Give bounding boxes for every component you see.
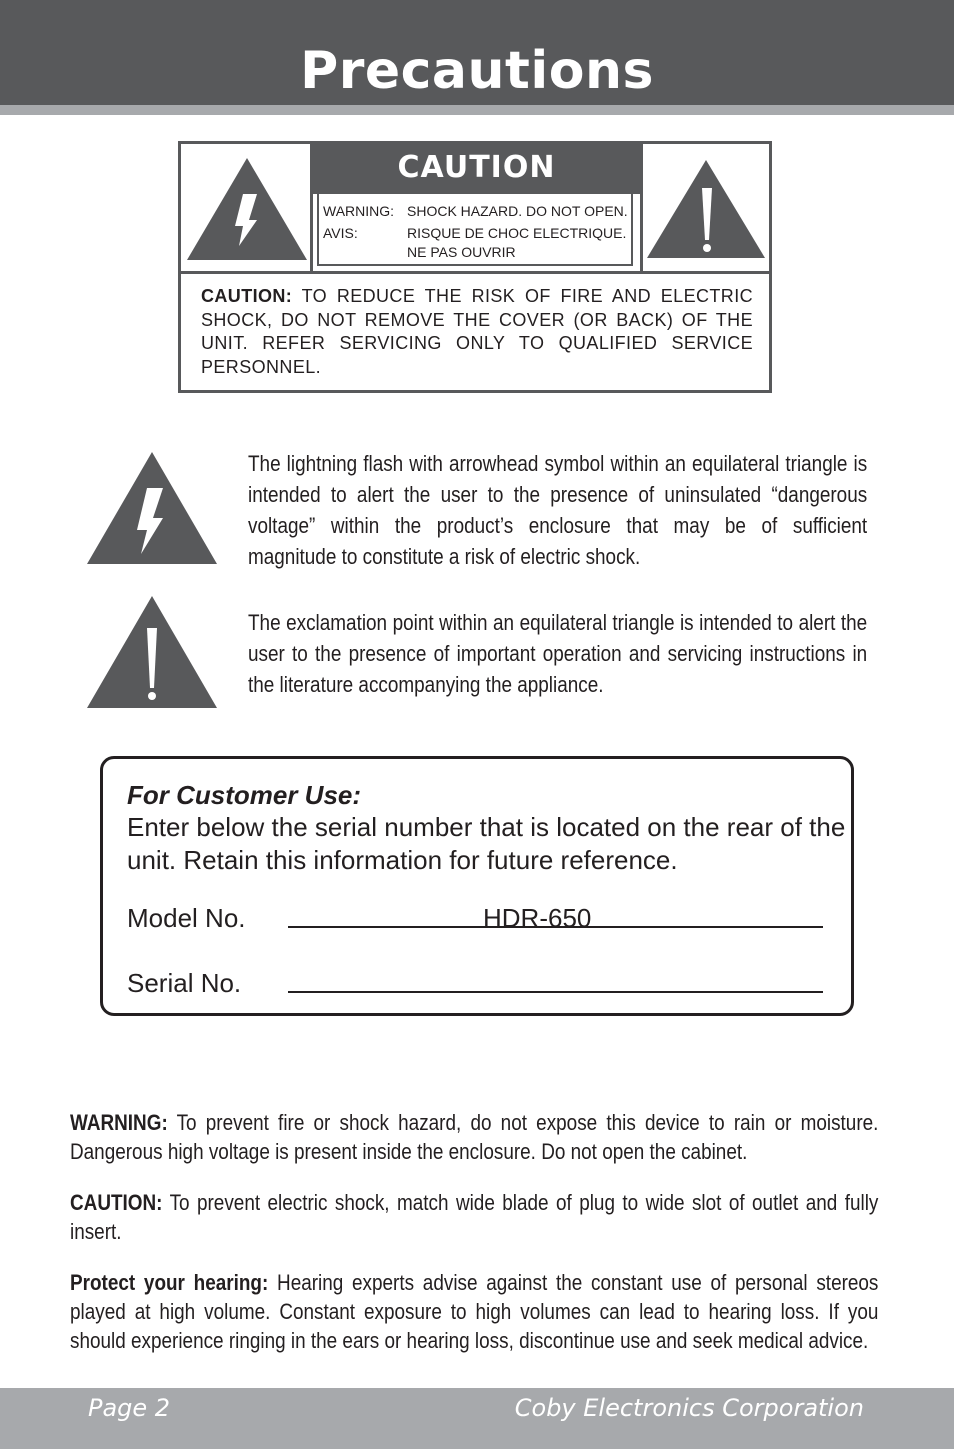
caution-label-center <box>313 144 640 271</box>
lightning-triangle-icon <box>85 448 219 568</box>
lightning-triangle-icon <box>185 148 311 268</box>
warning-key: WARNING: <box>323 203 395 219</box>
lightning-description: The lightning flash with arrowhead symbol within an equilateral triangle is intended to alert the user to the presence of uninsulated “dangerous voltage” within the product’s enclosure that may be of sufficient magnitude to constitute a risk of electric shock. <box>248 451 868 569</box>
avis-value-line1: RISQUE DE CHOC ELECTRIQUE. <box>407 225 627 241</box>
warning-note-lead: WARNING: <box>70 1110 168 1135</box>
exclamation-description: The exclamation point within an equilateral triangle is intended to alert the user to the presence of important operation and servicing instructions in the literature accompanying the appliance. <box>248 610 868 697</box>
hearing-note-lead: Protect your hearing: <box>70 1270 269 1295</box>
header-rule <box>0 105 954 115</box>
customer-use-title: For Customer Use: <box>127 780 362 810</box>
exclamation-triangle-icon <box>85 592 219 712</box>
caution-label-top <box>181 144 769 274</box>
serial-label: Serial No. <box>127 968 242 998</box>
company-name: Coby Electronics Corporation <box>514 1394 864 1422</box>
model-field-line <box>288 926 823 928</box>
warning-note-text: To prevent fire or shock hazard, do not expose this device to rain or moisture. Dangerous high voltage is present inside the enclosure. Do not open the cabinet. <box>70 1110 879 1164</box>
caution-label-heading: CAUTION <box>313 144 640 190</box>
customer-use-instructions: Enter below the serial number that is located on the rear of the unit. Retain this information for future reference. <box>127 812 846 875</box>
avis-key: AVIS: <box>323 225 358 241</box>
safety-notes <box>70 1108 878 1377</box>
exclamation-triangle-icon <box>643 148 769 268</box>
footer-bar <box>0 1388 954 1449</box>
caution-label-body <box>201 285 753 379</box>
caution-note <box>70 1188 878 1246</box>
caution-note-text: To prevent electric shock, match wide blade of plug to wide slot of outlet and fully insert. <box>70 1190 879 1244</box>
customer-use-box <box>100 756 854 1016</box>
warning-note <box>70 1108 878 1166</box>
hearing-note <box>70 1268 878 1355</box>
caution-label-right-cell <box>640 144 769 271</box>
page-number: Page 2 <box>88 1394 171 1422</box>
caution-label-warnings <box>317 194 633 266</box>
caution-note-lead: CAUTION: <box>70 1190 163 1215</box>
hearing-note-text: Hearing experts advise against the constant use of personal stereos played at high volume. Constant exposure to high volumes can lead to hearing loss. If you should experience ringing in the ears or hearing loss, discontinue use and seek medical advice. <box>70 1270 879 1353</box>
model-label: Model No. <box>127 903 246 933</box>
caution-label-left-cell <box>181 144 313 271</box>
avis-value-line2: NE PAS OUVRIR <box>407 244 516 260</box>
serial-field-line <box>288 991 823 993</box>
caution-label <box>178 141 772 393</box>
caution-label-body-text: TO REDUCE THE RISK OF FIRE AND ELECTRIC SHOCK, DO NOT REMOVE THE COVER (OR BACK) OF THE UNIT. REFER SERVICING ONLY TO QUALIFIED SERVICE PERSONNEL. <box>201 286 753 377</box>
model-value: HDR-650 <box>483 903 592 933</box>
warning-value: SHOCK HAZARD. DO NOT OPEN. <box>407 203 628 219</box>
page-title: Precautions <box>300 41 654 101</box>
caution-label-body-lead: CAUTION: <box>201 286 293 306</box>
